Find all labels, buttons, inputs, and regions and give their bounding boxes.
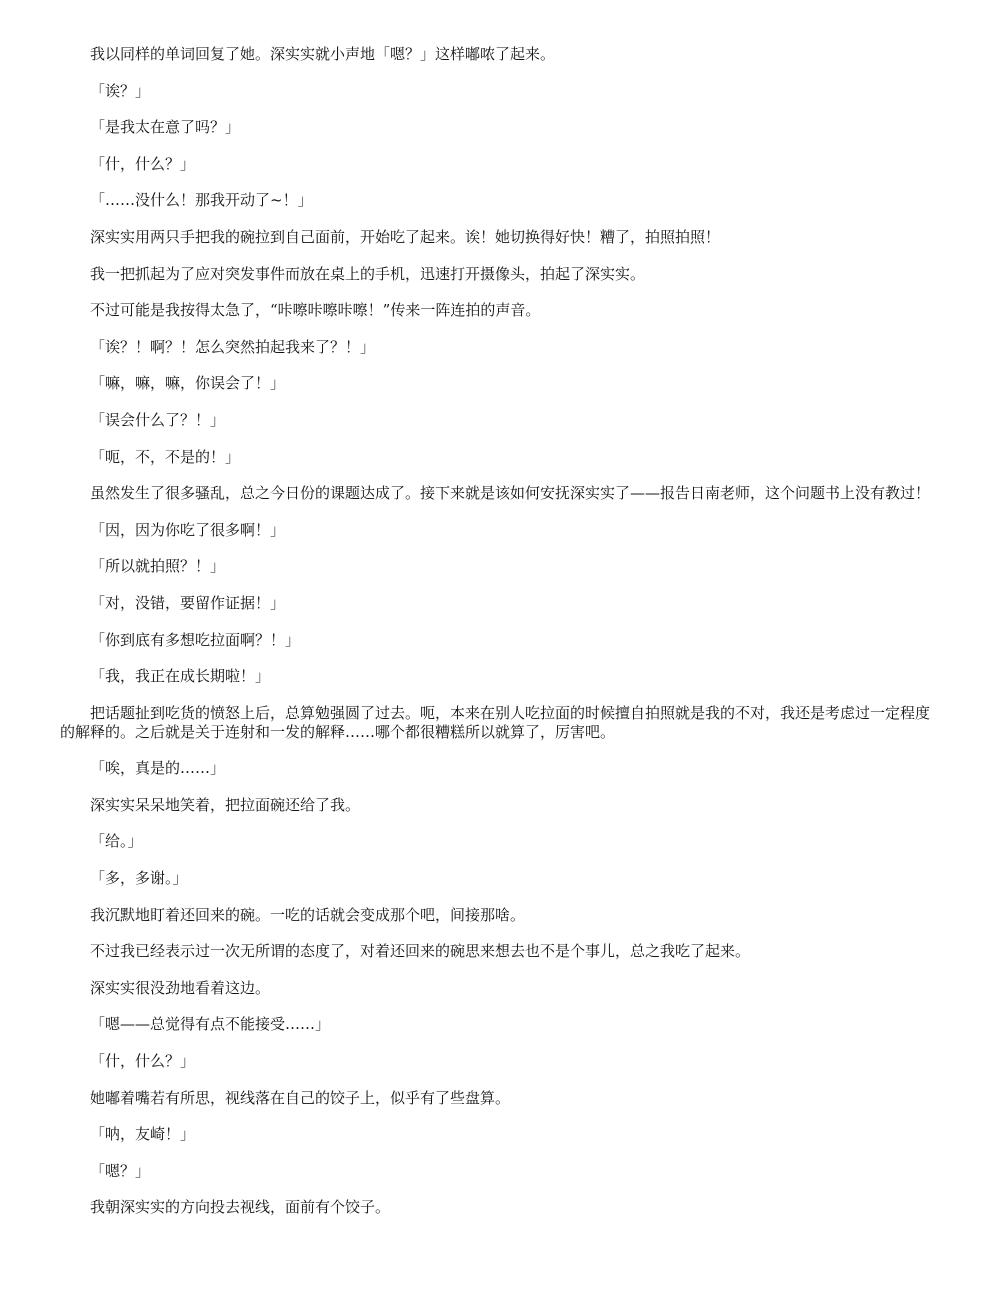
- paragraph: 深实实用两只手把我的碗拉到自己面前，开始吃了起来。诶！她切换得好快！糟了，拍照拍照！: [90, 227, 721, 246]
- paragraph: 「多，多谢。」: [90, 869, 188, 888]
- paragraph: 「什，什么？」: [90, 154, 196, 173]
- paragraph: 深实实很没劲地看着这边。: [90, 978, 271, 997]
- paragraph: 「误会什么了？！」: [90, 410, 226, 429]
- paragraph: 「是我太在意了吗？」: [90, 118, 241, 137]
- paragraph: 「嗯？」: [90, 1161, 151, 1180]
- paragraph: 「所以就拍照？！」: [90, 557, 226, 576]
- paragraph: 我一把抓起为了应对突发事件而放在桌上的手机，迅速打开摄像头，拍起了深实实。: [90, 264, 646, 283]
- paragraph: 我以同样的单词回复了她。深实实就小声地「嗯？」这样嘟哝了起来。: [90, 45, 556, 63]
- paragraph: 不过可能是我按得太急了，“咔嚓咔嚓咔嚓！”传来一阵连拍的声音。: [90, 301, 541, 320]
- paragraph: 我朝深实实的方向投去视线，面前有个饺子。: [90, 1198, 391, 1217]
- paragraph: 「唉，真是的……」: [90, 759, 226, 778]
- paragraph: 「因，因为你吃了很多啊！」: [90, 520, 286, 539]
- paragraph: 「呐，友崎！」: [90, 1125, 196, 1144]
- paragraph: 她嘟着嘴若有所思，视线落在自己的饺子上，似乎有了些盘算。: [90, 1088, 511, 1107]
- paragraph: 深实实呆呆地笑着，把拉面碗还给了我。: [90, 795, 361, 814]
- paragraph: 「嗯——总觉得有点不能接受……」: [90, 1015, 331, 1034]
- paragraph: 「诶？」: [90, 81, 151, 100]
- paragraph: 「我，我正在成长期啦！」: [90, 667, 271, 686]
- paragraph: 不过我已经表示过一次无所谓的态度了，对着还回来的碗思来想去也不是个事儿，总之我吃了起来。: [90, 942, 751, 961]
- paragraph: 「对，没错，要留作证据！」: [90, 593, 286, 612]
- paragraph: 「诶？！啊？！怎么突然拍起我来了？！」: [90, 337, 376, 356]
- paragraph: 我沉默地盯着还回来的碗。一吃的话就会变成那个吧，间接那啥。: [90, 905, 526, 924]
- paragraph: 虽然发生了很多骚乱，总之今日份的课题达成了。接下来就是该如何安抚深实实了——报告日南老师，这个问题书上没有教过！: [90, 484, 931, 503]
- paragraph: 「嘛，嘛，嘛，你误会了！」: [90, 374, 286, 393]
- paragraph: 「……没什么！那我开动了~！」: [90, 191, 313, 210]
- paragraph: 把话题扯到吃货的愤怒上后，总算勉强圆了过去。呃，本来在别人吃拉面的时候擅自拍照就是我的不对，我还是考虑过一定程度的解释的。之后就是关于连射和一发的解释……哪个都很糟糕所以就算了，厉害吧。: [60, 703, 931, 741]
- paragraph: 「呃，不，不是的！」: [90, 447, 241, 466]
- paragraph: 「什，什么？」: [90, 1052, 196, 1071]
- paragraph: 「给。」: [90, 832, 143, 851]
- paragraph: 「你到底有多想吃拉面啊？！」: [90, 630, 301, 649]
